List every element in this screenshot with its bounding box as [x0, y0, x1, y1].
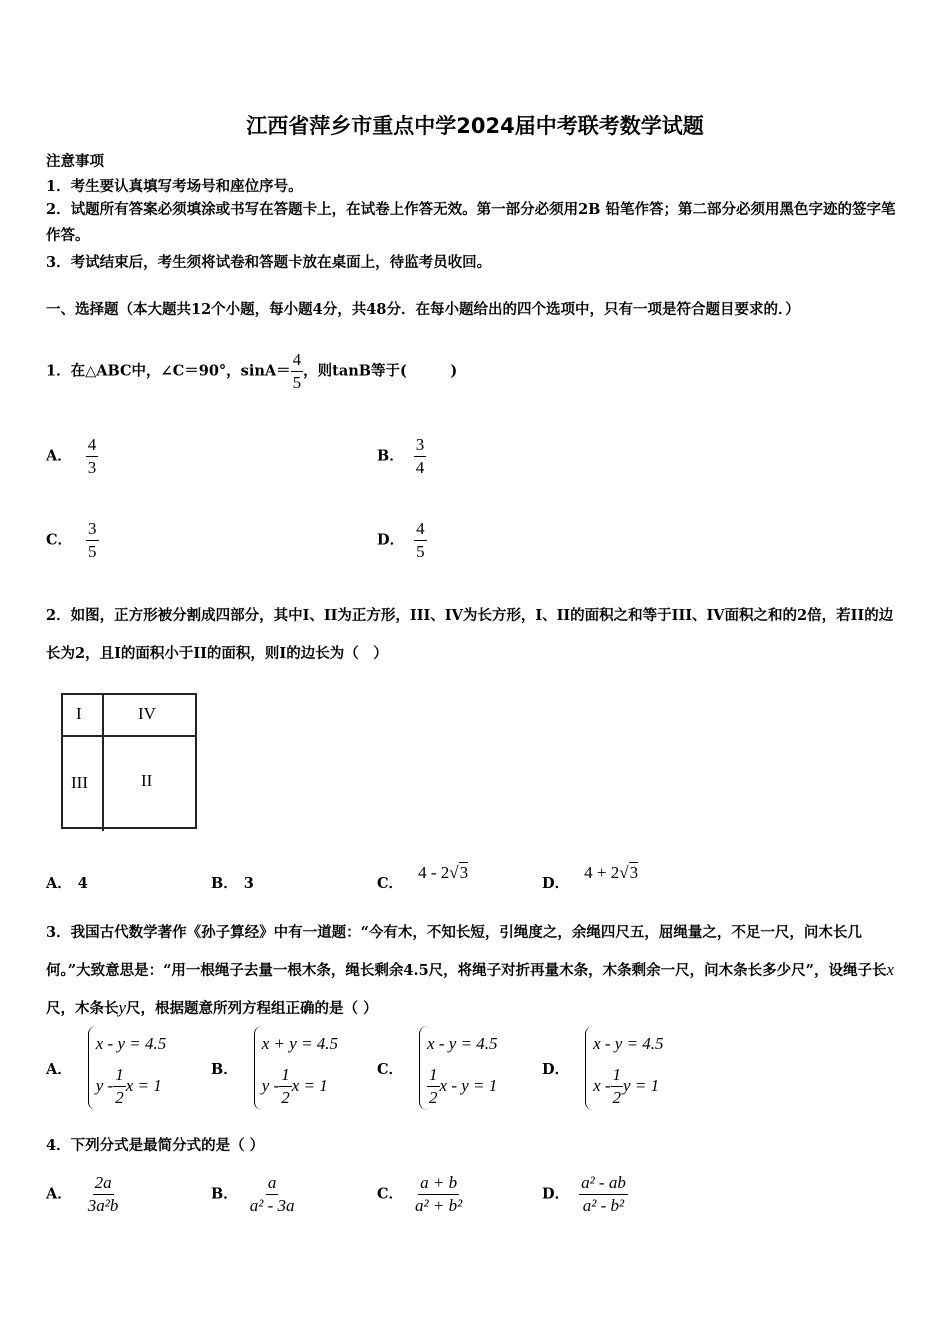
- question-4-stem: 4．下列分式是最简分式的是（ ）: [46, 1137, 265, 1154]
- fraction: $\frac{1}{2}$: [115, 1064, 124, 1107]
- region-label-iii: III: [71, 773, 88, 792]
- section-heading: 一、选择题（本大题共12个小题，每小题4分，共48分．在每小题给出的四个选项中，只有一项是符合题目要求的．）: [46, 301, 800, 318]
- q4-option-d[interactable]: D． $\frac{\text{a² - ab}}{\text{a² - b²}}$: [542, 1173, 626, 1215]
- q4-option-a[interactable]: A． $\frac{2a}{\text{3a²b}}$: [46, 1173, 119, 1215]
- q3-option-a[interactable]: A． x - y = 4.5 y - $\frac{1}{2}$ x = 1: [46, 1026, 166, 1110]
- region-label-iv: IV: [138, 704, 156, 723]
- fraction: $\frac{a + b}{\text{a² + b²}}$: [415, 1173, 463, 1215]
- fraction: $\frac{3}{5}$: [88, 519, 97, 561]
- divider-vertical: [102, 695, 104, 831]
- fraction: $\frac{1}{2}$: [429, 1064, 438, 1107]
- question-1-stem: 1．在△ABC中，∠C＝90°，sinA＝ $\frac{4}{5}$ ，则tanB等于( ): [46, 350, 458, 392]
- q2-option-d[interactable]: D． 4 + 2√3: [542, 863, 639, 892]
- sqrt-sign-icon: √: [449, 863, 459, 882]
- notes-item: 3．考试结束后，考生须将试卷和答题卡放在桌面上，待监考员收回。: [46, 254, 492, 271]
- square-figure: [61, 693, 197, 829]
- q3-option-c[interactable]: C． x - y = 4.5 $\frac{1}{2}$ x - y = 1: [377, 1026, 498, 1110]
- equation-system: x - y = 4.5 y - $\frac{1}{2}$ x = 1: [88, 1026, 166, 1110]
- region-label-ii: II: [141, 771, 153, 790]
- notes-heading: 注意事项: [46, 153, 104, 170]
- question-2-stem: 2．如图，正方形被分割成四部分，其中I、II为正方形，III、IV为长方形，I、II的面积之和等于III、IV面积之和的2倍，若II的边长为2，且I的面积小于II的面积，则I的边长为（ ）: [46, 607, 894, 662]
- fraction: $\frac{a}{\text{a² - 3a}}$: [249, 1173, 295, 1215]
- q3-option-d[interactable]: D． x - y = 4.5 x - $\frac{1}{2}$ y = 1: [542, 1026, 664, 1110]
- q4-option-c[interactable]: C． $\frac{a + b}{\text{a² + b²}}$: [377, 1173, 463, 1215]
- equation-system: x - y = 4.5 x - $\frac{1}{2}$ y = 1: [585, 1026, 663, 1110]
- q2-option-b[interactable]: B． 3: [211, 875, 254, 892]
- fraction: $\frac{4}{3}$: [87, 435, 97, 477]
- sqrt-sign-icon: √: [619, 863, 629, 882]
- question-3-stem: 3．我国古代数学著作《孙子算经》中有一道题：“今有木，不知长短，引绳度之，余绳四尺五，屈绳量之，不足一尺，问木长几何。”大致意思是：“用一根绳子去量一根木条，绳长剩余4.5尺，将绳子对折再量木条，木条剩余一尺，问木条长多少尺”，设绳子长x尺，木条长y尺，根据题意所列方程组正确的是（ ）: [46, 924, 895, 1017]
- fraction: $\frac{\text{a² - ab}}{\text{a² - b²}}$: [581, 1173, 626, 1215]
- fraction: $\frac{4}{5}$: [292, 350, 302, 392]
- fraction: $\frac{4}{5}$: [416, 519, 425, 561]
- radical-expression: 4 + 2√3: [584, 863, 639, 882]
- radical-expression: 4 - 2√3: [418, 863, 469, 882]
- q2-option-c[interactable]: C． 4 - 2√3: [377, 863, 469, 892]
- fraction: $\frac{1}{2}$: [281, 1064, 290, 1107]
- notes-item: 2．试题所有答案必须填涂或书写在答题卡上，在试卷上作答无效。第一部分必须用2B 铅笔作答；第二部分必须用黑色字迹的签字笔作答。: [46, 201, 896, 244]
- q1-option-c[interactable]: C． $\frac{3}{5}$: [46, 519, 97, 561]
- q1-option-a[interactable]: A． $\frac{4}{3}$: [46, 435, 97, 477]
- q4-option-b[interactable]: B． $\frac{a}{\text{a² - 3a}}$: [211, 1173, 295, 1215]
- q1-option-b[interactable]: B． $\frac{3}{4}$: [377, 435, 425, 477]
- divider-horizontal: [63, 735, 195, 737]
- q2-option-a[interactable]: A． 4: [46, 875, 88, 892]
- equation-system: x - y = 4.5 $\frac{1}{2}$ x - y = 1: [419, 1026, 497, 1110]
- equation-system: x + y = 4.5 y - $\frac{1}{2}$ x = 1: [254, 1026, 338, 1110]
- fraction: $\frac{2a}{\text{3a²b}}$: [87, 1173, 119, 1215]
- region-label-i: I: [76, 704, 82, 723]
- q3-option-b[interactable]: B． x + y = 4.5 y - $\frac{1}{2}$ x = 1: [211, 1026, 338, 1110]
- page-title: 江西省萍乡市重点中学2024届中考联考数学试题: [246, 114, 704, 138]
- fraction: $\frac{3}{4}$: [415, 435, 425, 477]
- q1-option-d[interactable]: D． $\frac{4}{5}$: [377, 519, 425, 561]
- fraction: $\frac{1}{2}$: [612, 1064, 622, 1107]
- notes-item: 1．考生要认真填写考场号和座位序号。: [46, 178, 303, 195]
